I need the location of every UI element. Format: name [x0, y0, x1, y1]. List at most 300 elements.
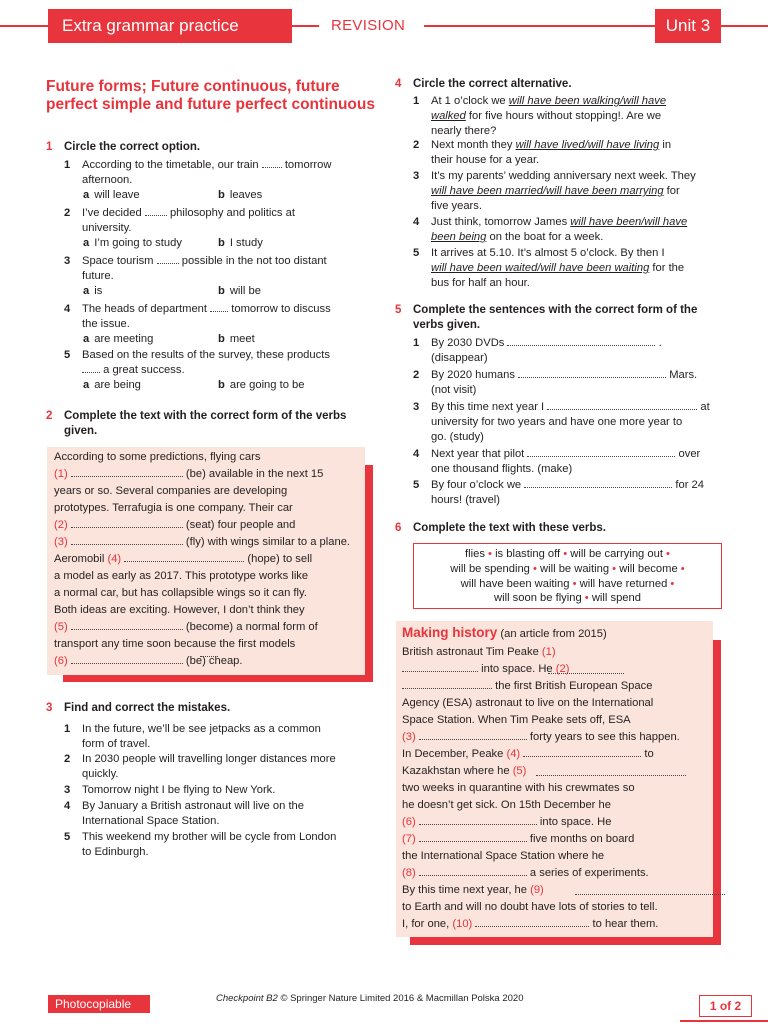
ex4-item-stem-end: for the [649, 262, 685, 274]
answer-blank [524, 478, 672, 488]
ex5-item-text [413, 336, 728, 366]
ex4-item-line1 [431, 215, 728, 230]
verb-row [414, 577, 721, 592]
ex6-line [402, 764, 530, 779]
ex2-line-text-end: (become) a normal form of [185, 621, 318, 633]
verb-option: will be spending [450, 562, 530, 575]
ex5-item-number: 5 [413, 479, 420, 491]
option-letter: a [83, 285, 90, 297]
header-rule-left [0, 25, 48, 27]
ex5-item-stem: By four o’clock we [431, 479, 522, 491]
ex1-item-stem-end: tomorrow [284, 159, 332, 171]
ex6-line [402, 832, 634, 847]
option-letter: b [218, 285, 225, 297]
ex5-item [413, 368, 728, 398]
answer-blank [157, 254, 179, 264]
ex6-line [402, 849, 604, 864]
ex4-alternatives[interactable]: will have been walking/will have [508, 95, 667, 107]
ex1-option-a-text: will leave [94, 189, 140, 201]
ex1-option-b-text: I study [229, 237, 263, 249]
ex6-line [402, 917, 658, 932]
page-number: 1 of 2 [699, 995, 752, 1017]
ex5-heading [395, 303, 725, 333]
ex1-option-a-text: are meeting [94, 333, 154, 345]
answer-blank [71, 654, 183, 664]
ex5-item-text [413, 478, 728, 508]
ex1-item-line2 [82, 363, 369, 378]
ex2-line [54, 518, 295, 533]
ex1-item-text [64, 206, 369, 236]
ex1-item [64, 206, 369, 236]
ex6-gap-number: (4) [506, 748, 521, 760]
ex4-item-line2 [431, 261, 728, 276]
ex2-line-text: a normal car, but has collapsible wings so it can fly. [54, 587, 307, 599]
ex2-line-text: years or so. Several companies are developing [54, 485, 288, 497]
ex5-item-stem-end: over [678, 448, 701, 460]
ex2-gap-number: (6) [54, 655, 68, 667]
ex1-item-text [64, 158, 369, 188]
ex1-option-a[interactable] [83, 236, 182, 251]
ex6-line [402, 781, 635, 796]
ex1-item-text [64, 254, 369, 284]
answer-blank [475, 917, 589, 927]
ex6-gap-number: (5) [512, 765, 527, 777]
ex5-item-line3: go. (study) [431, 431, 484, 443]
ex2-line [54, 501, 293, 516]
option-letter: a [83, 333, 90, 345]
ex1-item [64, 302, 369, 332]
ex6-gap-number: (1) [541, 646, 556, 658]
ex6-line [402, 645, 559, 660]
ex5-item-text [413, 400, 728, 445]
ex6-line-text-end: forty years to see this happen. [529, 731, 680, 743]
ex4-item-number: 4 [413, 216, 420, 228]
answer-blank [419, 815, 537, 825]
ex1-heading [46, 140, 366, 155]
ex6-article-title: Making history [402, 625, 498, 640]
bullet-separator: • [677, 562, 685, 575]
ex2-line-text-end: (fly) with wings similar to a plane. [185, 536, 351, 548]
ex5-item-text [413, 368, 728, 398]
ex6-article-heading [402, 625, 607, 642]
answer-blank [527, 447, 675, 457]
ex1-item-line2 [82, 221, 369, 236]
ex2-number: 2 [46, 410, 53, 422]
ex5-item-number: 2 [413, 369, 420, 381]
ex4-alternatives[interactable]: walked [431, 110, 466, 122]
ex1-item-stem: Based on the results of the survey, these products [82, 349, 330, 361]
ex6-line [402, 866, 649, 881]
answer-blank [82, 363, 100, 373]
ex2-instruction: Complete the text with the correct form of the verbs given. [64, 410, 347, 437]
section-title [46, 78, 376, 114]
ex6-line-text-end: the first British European Space [495, 680, 653, 692]
ex1-option-b-text: meet [229, 333, 255, 345]
ex1-item-line2 [82, 269, 369, 284]
header-rule-mid-left [292, 25, 319, 27]
ex3-item-number: 1 [64, 723, 71, 735]
ex2-line-text: transport any time soon because the first models [54, 638, 296, 650]
ex2-line [54, 467, 323, 482]
verb-option: will be carrying out [570, 548, 663, 560]
ex3-number: 3 [46, 702, 53, 714]
ex6-line-text-end: into space. He [481, 663, 553, 675]
ex5-item [413, 336, 728, 366]
answer-blank [523, 747, 641, 757]
ex6-gap-number: (7) [402, 833, 416, 845]
ex1-option-a[interactable] [83, 284, 102, 299]
ex4-item-number: 3 [413, 170, 420, 182]
verb-option: flies [465, 548, 485, 560]
ex6-line [402, 662, 569, 677]
ex4-item-line2 [431, 230, 728, 245]
ex5-item-stem: Next year that pilot [431, 448, 525, 460]
ex3-item-number: 5 [64, 831, 71, 843]
header-rule-right [721, 25, 768, 27]
ex4-item-stem: It arrives at 5.10. It’s almost 5 o’clock. By then I [431, 247, 665, 259]
ex2-gap-number: (1) [54, 468, 68, 480]
ex5-item-number: 4 [413, 448, 420, 460]
header-revision: REVISION [331, 17, 406, 34]
ex4-item-text [413, 169, 728, 214]
ex1-item-stem: According to the timetable, our train [82, 159, 259, 171]
ex2-line-text-end: (hope) to sell [247, 553, 313, 565]
ex3-item [64, 799, 369, 829]
answer-blank [71, 620, 183, 630]
ex6-line-text-end: to [644, 748, 654, 760]
ex6-line-text-end: to hear them. [592, 918, 659, 930]
ex1-option-a-text: I’m going to study [94, 237, 182, 249]
answer-blank [536, 766, 686, 776]
answer-blank [518, 368, 666, 378]
ex5-item [413, 478, 728, 508]
header-unit: Unit 3 [655, 9, 721, 43]
ex3-item-number: 3 [64, 784, 71, 796]
ex1-item-line2-text: the issue. [82, 318, 130, 330]
ex1-option-a[interactable] [83, 332, 153, 347]
ex1-item [64, 158, 369, 188]
ex6-line-text: Kazakhstan where he [402, 765, 510, 777]
ex6-line [402, 798, 611, 813]
ex2-gap-number: (2) [54, 519, 68, 531]
ex4-item-stem: Next month they [431, 139, 516, 151]
ex6-line [402, 883, 547, 898]
option-letter: b [218, 333, 225, 345]
ex5-item [413, 447, 728, 477]
ex4-item-text [413, 246, 728, 291]
ex1-item-line2-text: a great success. [103, 364, 185, 376]
ex1-item-number: 4 [64, 303, 71, 315]
ex6-gap-number: (6) [402, 816, 416, 828]
ex1-instruction: Circle the correct option. [64, 141, 201, 153]
ex1-option-a-text: are being [94, 379, 141, 391]
ex6-box-shadow-right [713, 640, 721, 945]
ex6-line [402, 815, 611, 830]
ex6-gap-number: (8) [402, 867, 416, 879]
ex1-item-line2 [82, 173, 369, 188]
ex5-item-number: 1 [413, 337, 420, 349]
ex6-line-text: two weeks in quarantine with his crewmates so [402, 782, 635, 794]
verb-option: will spend [591, 592, 641, 605]
answer-blank [262, 158, 282, 168]
ex1-item-stem-end: possible in the not too distant [181, 255, 327, 267]
ex3-item-line2: International Space Station. [82, 815, 220, 827]
ex6-gap-number: (10) [452, 918, 473, 930]
photocopiable-badge: Photocopiable [48, 995, 150, 1013]
ex3-item-line1: This weekend my brother will be cycle from London [82, 831, 337, 843]
ex5-item-line2: hours! (travel) [431, 494, 501, 506]
ex2-line [54, 603, 305, 618]
verb-option: will be waiting [540, 562, 610, 575]
ex4-instruction: Circle the correct alternative. [413, 78, 572, 90]
ex2-line-text: a model as early as 2017. This prototype works like [54, 570, 309, 582]
ex3-item-number: 2 [64, 753, 71, 765]
ex4-item-text [413, 138, 728, 168]
ex4-item-stem: It’s my parents’ wedding anniversary next week. They [431, 170, 696, 182]
ex2-line [54, 620, 318, 635]
ex2-line [54, 450, 260, 465]
ex4-item-stem-end: in [659, 139, 672, 151]
ex1-item [64, 348, 369, 378]
ex4-item [413, 94, 728, 139]
ex2-line [54, 637, 295, 652]
ex5-instruction: Complete the sentences with the correct form of the verbs given. [413, 304, 698, 331]
ex3-item-line1: Tomorrow night I be flying to New York. [82, 784, 276, 796]
option-letter: a [83, 237, 90, 249]
ex1-option-a[interactable] [83, 378, 141, 393]
bullet-separator: • [560, 548, 571, 560]
ex1-item-text [64, 302, 369, 332]
ex6-line-text: British astronaut Tim Peake [402, 646, 539, 658]
ex4-item [413, 246, 728, 291]
ex5-item-line2: university for two years and have one more year to [431, 416, 683, 428]
ex1-option-b[interactable] [218, 236, 263, 251]
ex5-item-stem-end: for 24 [675, 479, 704, 491]
ex1-option-b[interactable] [218, 332, 255, 347]
ex6-gap-number: (2) [555, 663, 570, 675]
ex4-item-line1 [431, 138, 728, 153]
answer-blank [419, 730, 527, 740]
answer-blank [548, 664, 624, 674]
ex1-item [64, 254, 369, 284]
answer-blank [547, 400, 697, 410]
ex4-item-number: 2 [413, 139, 420, 151]
verb-row [414, 547, 721, 562]
ex5-item-stem: By 2020 humans [431, 369, 515, 381]
ex1-option-b-text: will be [229, 285, 261, 297]
ex6-instruction: Complete the text with these verbs. [413, 522, 606, 534]
ex4-item-line1 [431, 94, 728, 109]
ex5-item-line1 [431, 447, 728, 462]
ex2-line-text: Both ideas are exciting. However, I don’t think they [54, 604, 305, 616]
ex4-item-text [413, 215, 728, 245]
ex6-line-text: to Earth and will no doubt have lots of stories to tell. [402, 901, 658, 913]
ex4-item-line3: nearly there? [431, 125, 497, 137]
ex6-line [402, 747, 654, 762]
answer-blank [71, 518, 183, 528]
ex4-heading [395, 77, 725, 92]
ex4-alternatives[interactable]: will have lived/will have living [515, 139, 660, 151]
ex3-item-number: 4 [64, 800, 71, 812]
ex3-item [64, 783, 369, 798]
ex4-alternatives[interactable]: will have been married/will have been marrying [431, 185, 664, 197]
ex1-option-a[interactable] [83, 188, 140, 203]
ex6-line-text-end: five months on board [529, 833, 635, 845]
ex1-item-stem: I’ve decided [82, 207, 142, 219]
ex6-line-text: In December, Peake [402, 748, 504, 760]
ex6-gap-number: (3) [402, 731, 416, 743]
verb-option: will have been waiting [460, 577, 570, 590]
ex1-item-number: 5 [64, 349, 71, 361]
ex3-item-line2: quickly. [82, 768, 119, 780]
ex2-line-text-end: (be) available in the next 15 [185, 468, 324, 480]
bullet-separator: • [667, 577, 675, 590]
ex6-line [402, 730, 680, 745]
ex6-line-text: Agency (ESA) astronaut to live on the International [402, 697, 654, 709]
ex1-option-b-text: leaves [229, 189, 263, 201]
ex6-line-text: the International Space Station where he [402, 850, 605, 862]
footer-rule [680, 1020, 768, 1022]
ex5-number: 5 [395, 304, 402, 316]
ex1-item-line2-text: university. [82, 222, 132, 234]
answer-blank [200, 647, 218, 657]
ex3-instruction: Find and correct the mistakes. [64, 702, 231, 714]
answer-blank [507, 336, 655, 346]
ex3-item-text [64, 799, 369, 829]
verb-option: will have returned [579, 577, 668, 590]
ex4-item-number: 5 [413, 247, 420, 259]
verb-option: will soon be flying [494, 592, 582, 605]
answer-blank [402, 662, 478, 672]
option-letter: b [218, 189, 225, 201]
ex4-item [413, 138, 728, 168]
ex4-alternatives[interactable]: will have been/will have [570, 216, 688, 228]
ex4-item-line2: their house for a year. [431, 154, 540, 166]
bullet-separator: • [569, 577, 580, 590]
ex6-box-shadow-bottom [410, 937, 721, 945]
ex5-item-stem-end: . [658, 337, 662, 349]
ex2-line [54, 569, 308, 584]
ex4-item-line1 [431, 246, 728, 261]
ex5-item [413, 400, 728, 445]
ex6-line-text: I, for one, [402, 918, 450, 930]
verb-option: is blasting off [495, 548, 561, 560]
ex3-item-line1: In 2030 people will travelling longer distances more [82, 753, 336, 765]
ex2-line [54, 484, 287, 499]
ex2-gap-number: (3) [54, 536, 68, 548]
ex3-item [64, 752, 369, 782]
section-title-text: Future forms; Future continuous, future perfect simple and future perfect continuous [46, 78, 375, 113]
ex4-alternatives[interactable]: been being [431, 231, 487, 243]
ex5-item-line1 [431, 368, 728, 383]
answer-blank [145, 206, 167, 216]
copyright-title: Checkpoint B2 [216, 993, 278, 1004]
ex2-gap-number: (5) [54, 621, 68, 633]
option-letter: a [83, 379, 90, 391]
ex3-item-line1: In the future, we’ll be see jetpacks as a common [82, 723, 321, 735]
ex6-line [402, 900, 658, 915]
ex2-line [54, 552, 312, 567]
ex3-item-line2: to Edinburgh. [82, 846, 149, 858]
ex2-line [54, 535, 350, 550]
ex3-item-text [64, 830, 369, 860]
answer-blank [71, 467, 183, 477]
copyright [216, 992, 523, 1005]
ex6-line [402, 696, 653, 711]
ex5-item-number: 3 [413, 401, 420, 413]
ex6-number: 6 [395, 522, 402, 534]
answer-blank [124, 552, 244, 562]
ex4-item-stem-end: for [663, 185, 680, 197]
ex5-item-line2: one thousand flights. (make) [431, 463, 573, 475]
ex5-item-stem-end: Mars. [669, 369, 698, 381]
ex4-item [413, 169, 728, 214]
ex4-item-line2 [431, 184, 728, 199]
ex2-box-shadow-bottom [63, 675, 373, 682]
answer-blank [71, 535, 183, 545]
ex6-verb-box [413, 543, 722, 609]
ex1-option-a-text: is [94, 285, 103, 297]
ex3-item [64, 722, 369, 752]
ex1-option-b[interactable] [218, 378, 305, 393]
header-rule-mid-right [424, 25, 655, 27]
ex1-option-b[interactable] [218, 188, 262, 203]
ex5-item-line2: (not visit) [431, 384, 477, 396]
ex1-item-number: 2 [64, 207, 71, 219]
ex3-item-text [64, 752, 369, 782]
bullet-separator: • [662, 548, 670, 560]
ex6-gap-number: (9) [530, 884, 544, 896]
ex4-item-text [413, 94, 728, 139]
ex5-item-stem: By this time next year I [431, 401, 545, 413]
ex1-item-number: 1 [64, 159, 71, 171]
ex6-line-text: By this time next year, he [402, 884, 527, 896]
ex2-gap-number: (4) [107, 553, 122, 565]
answer-blank [419, 866, 527, 876]
ex5-item-line1 [431, 336, 728, 351]
ex1-option-b[interactable] [218, 284, 261, 299]
ex6-line [402, 713, 631, 728]
ex2-line-text: According to some predictions, flying cars [54, 451, 261, 463]
ex3-heading [46, 701, 366, 716]
ex3-item-line2: form of travel. [82, 738, 151, 750]
ex1-item-stem-end: tomorrow to discuss [231, 303, 331, 315]
ex4-item-line3: bus for half an hour. [431, 277, 530, 289]
ex4-item-line3: five years. [431, 200, 482, 212]
ex4-item-line2 [431, 109, 728, 124]
ex1-item-stem: The heads of department [82, 303, 208, 315]
verb-row [414, 591, 721, 606]
ex4-alternatives[interactable]: will have been waited/will have been waiting [431, 262, 650, 274]
ex6-line-text-end: into space. He [539, 816, 612, 828]
ex6-heading [395, 521, 725, 536]
ex5-item-stem-end: at [700, 401, 710, 413]
ex5-item-line2: (disappear) [431, 352, 488, 364]
ex4-item-line1 [431, 169, 728, 184]
answer-blank [575, 885, 725, 895]
ex4-item-stem: At 1 o’clock we [431, 95, 509, 107]
ex6-article-sub: (an article from 2015) [500, 628, 607, 640]
ex1-item-stem-end: philosophy and politics at [169, 207, 295, 219]
ex6-line [402, 679, 652, 694]
ex2-line-text-end: (be) cheap. [185, 655, 243, 667]
header-title: Extra grammar practice [48, 9, 292, 43]
answer-blank [419, 832, 527, 842]
ex4-item-number: 1 [413, 95, 420, 107]
ex1-option-b-text: are going to be [229, 379, 305, 391]
ex2-heading [46, 409, 366, 439]
option-letter: a [83, 189, 90, 201]
